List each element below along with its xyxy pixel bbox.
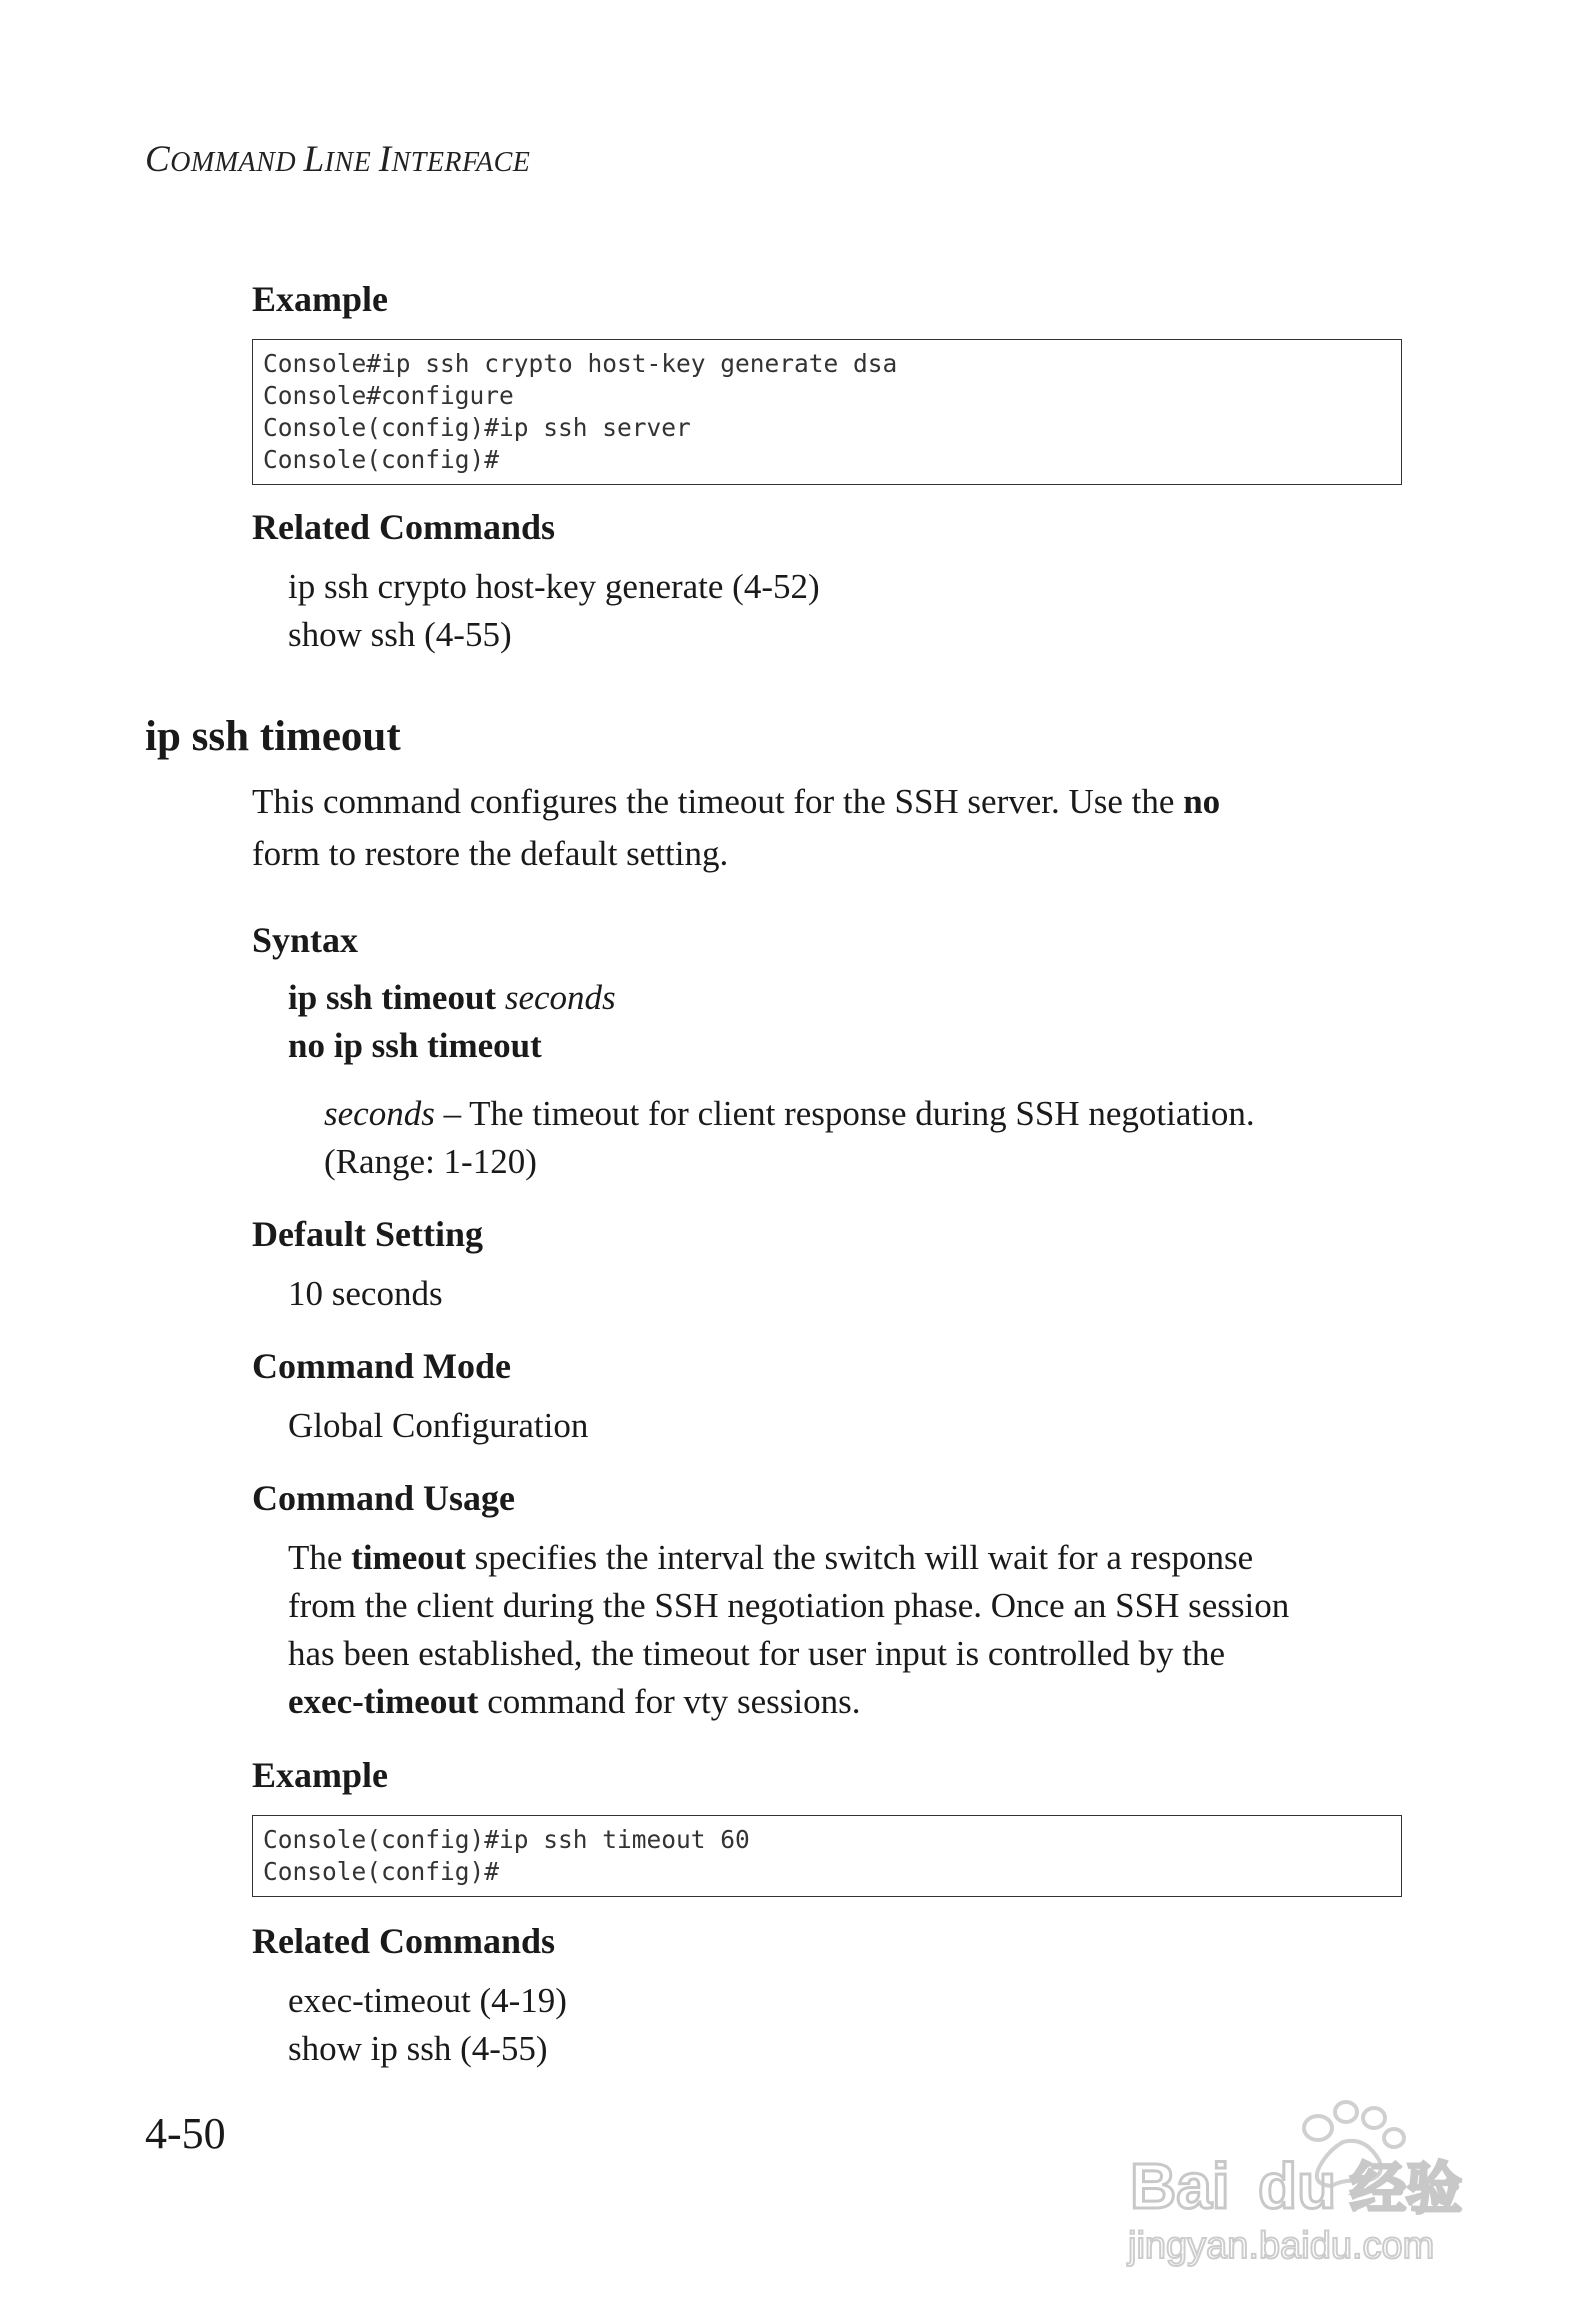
syntax-heading: Syntax (252, 920, 359, 960)
svg-text:经验: 经验 (1350, 2157, 1462, 2222)
related-command-link: show ssh (4-55) (288, 615, 512, 654)
code-line: Console(config)#ip ssh server (263, 413, 691, 442)
parameter-description: seconds – The timeout for client response during SSH negotiation. (324, 1094, 1255, 1133)
example-heading: Example (252, 1755, 389, 1795)
related-command-link: exec-timeout (4-19) (288, 1981, 567, 2020)
example-code-box (252, 1815, 1402, 1897)
command-description: This command configures the timeout for the SSH server. Use the no form to restore the default setting. (252, 782, 1221, 873)
code-line: Console(config)#ip ssh timeout 60 (263, 1825, 750, 1854)
code-line: Console#ip ssh crypto host-key generate dsa (263, 349, 898, 378)
default-setting-value: 10 seconds (288, 1274, 443, 1313)
syntax-line: ip ssh timeout seconds (288, 978, 616, 1017)
example-code-box (252, 339, 1402, 485)
usage-line: from the client during the SSH negotiation phase. Once an SSH session (288, 1586, 1290, 1625)
default-setting-heading: Default Setting (252, 1214, 483, 1254)
page-number: 4-50 (145, 2109, 226, 2158)
svg-text:du: du (1258, 2150, 1337, 2222)
svg-text:Bai: Bai (1130, 2150, 1230, 2222)
syntax-line-no-form: no ip ssh timeout (288, 1026, 542, 1065)
command-mode-value: Global Configuration (288, 1406, 589, 1445)
command-mode-heading: Command Mode (252, 1346, 511, 1386)
related-commands-heading: Related Commands (252, 507, 555, 547)
code-line: Console#configure (263, 381, 514, 410)
related-command-link: ip ssh crypto host-key generate (4-52) (288, 567, 820, 606)
code-line: Console(config)# (263, 1857, 500, 1886)
example-heading: Example (252, 279, 389, 319)
command-title: ip ssh timeout (145, 713, 401, 760)
baidu-jingyan-watermark-logo (1118, 2090, 1498, 2270)
command-usage-heading: Command Usage (252, 1478, 516, 1518)
usage-line: has been established, the timeout for user input is controlled by the (288, 1634, 1226, 1673)
usage-line: exec-timeout command for vty sessions. (288, 1682, 861, 1721)
usage-line: The timeout specifies the interval the switch will wait for a response (288, 1538, 1254, 1577)
related-command-link: show ip ssh (4-55) (288, 2029, 548, 2068)
code-line: Console(config)# (263, 445, 500, 474)
parameter-range: (Range: 1-120) (324, 1142, 537, 1181)
related-commands-heading: Related Commands (252, 1921, 555, 1961)
watermark-url: jingyan.baidu.com (1128, 2225, 1435, 2267)
running-head: COMMAND LINE INTERFACE (145, 139, 531, 180)
